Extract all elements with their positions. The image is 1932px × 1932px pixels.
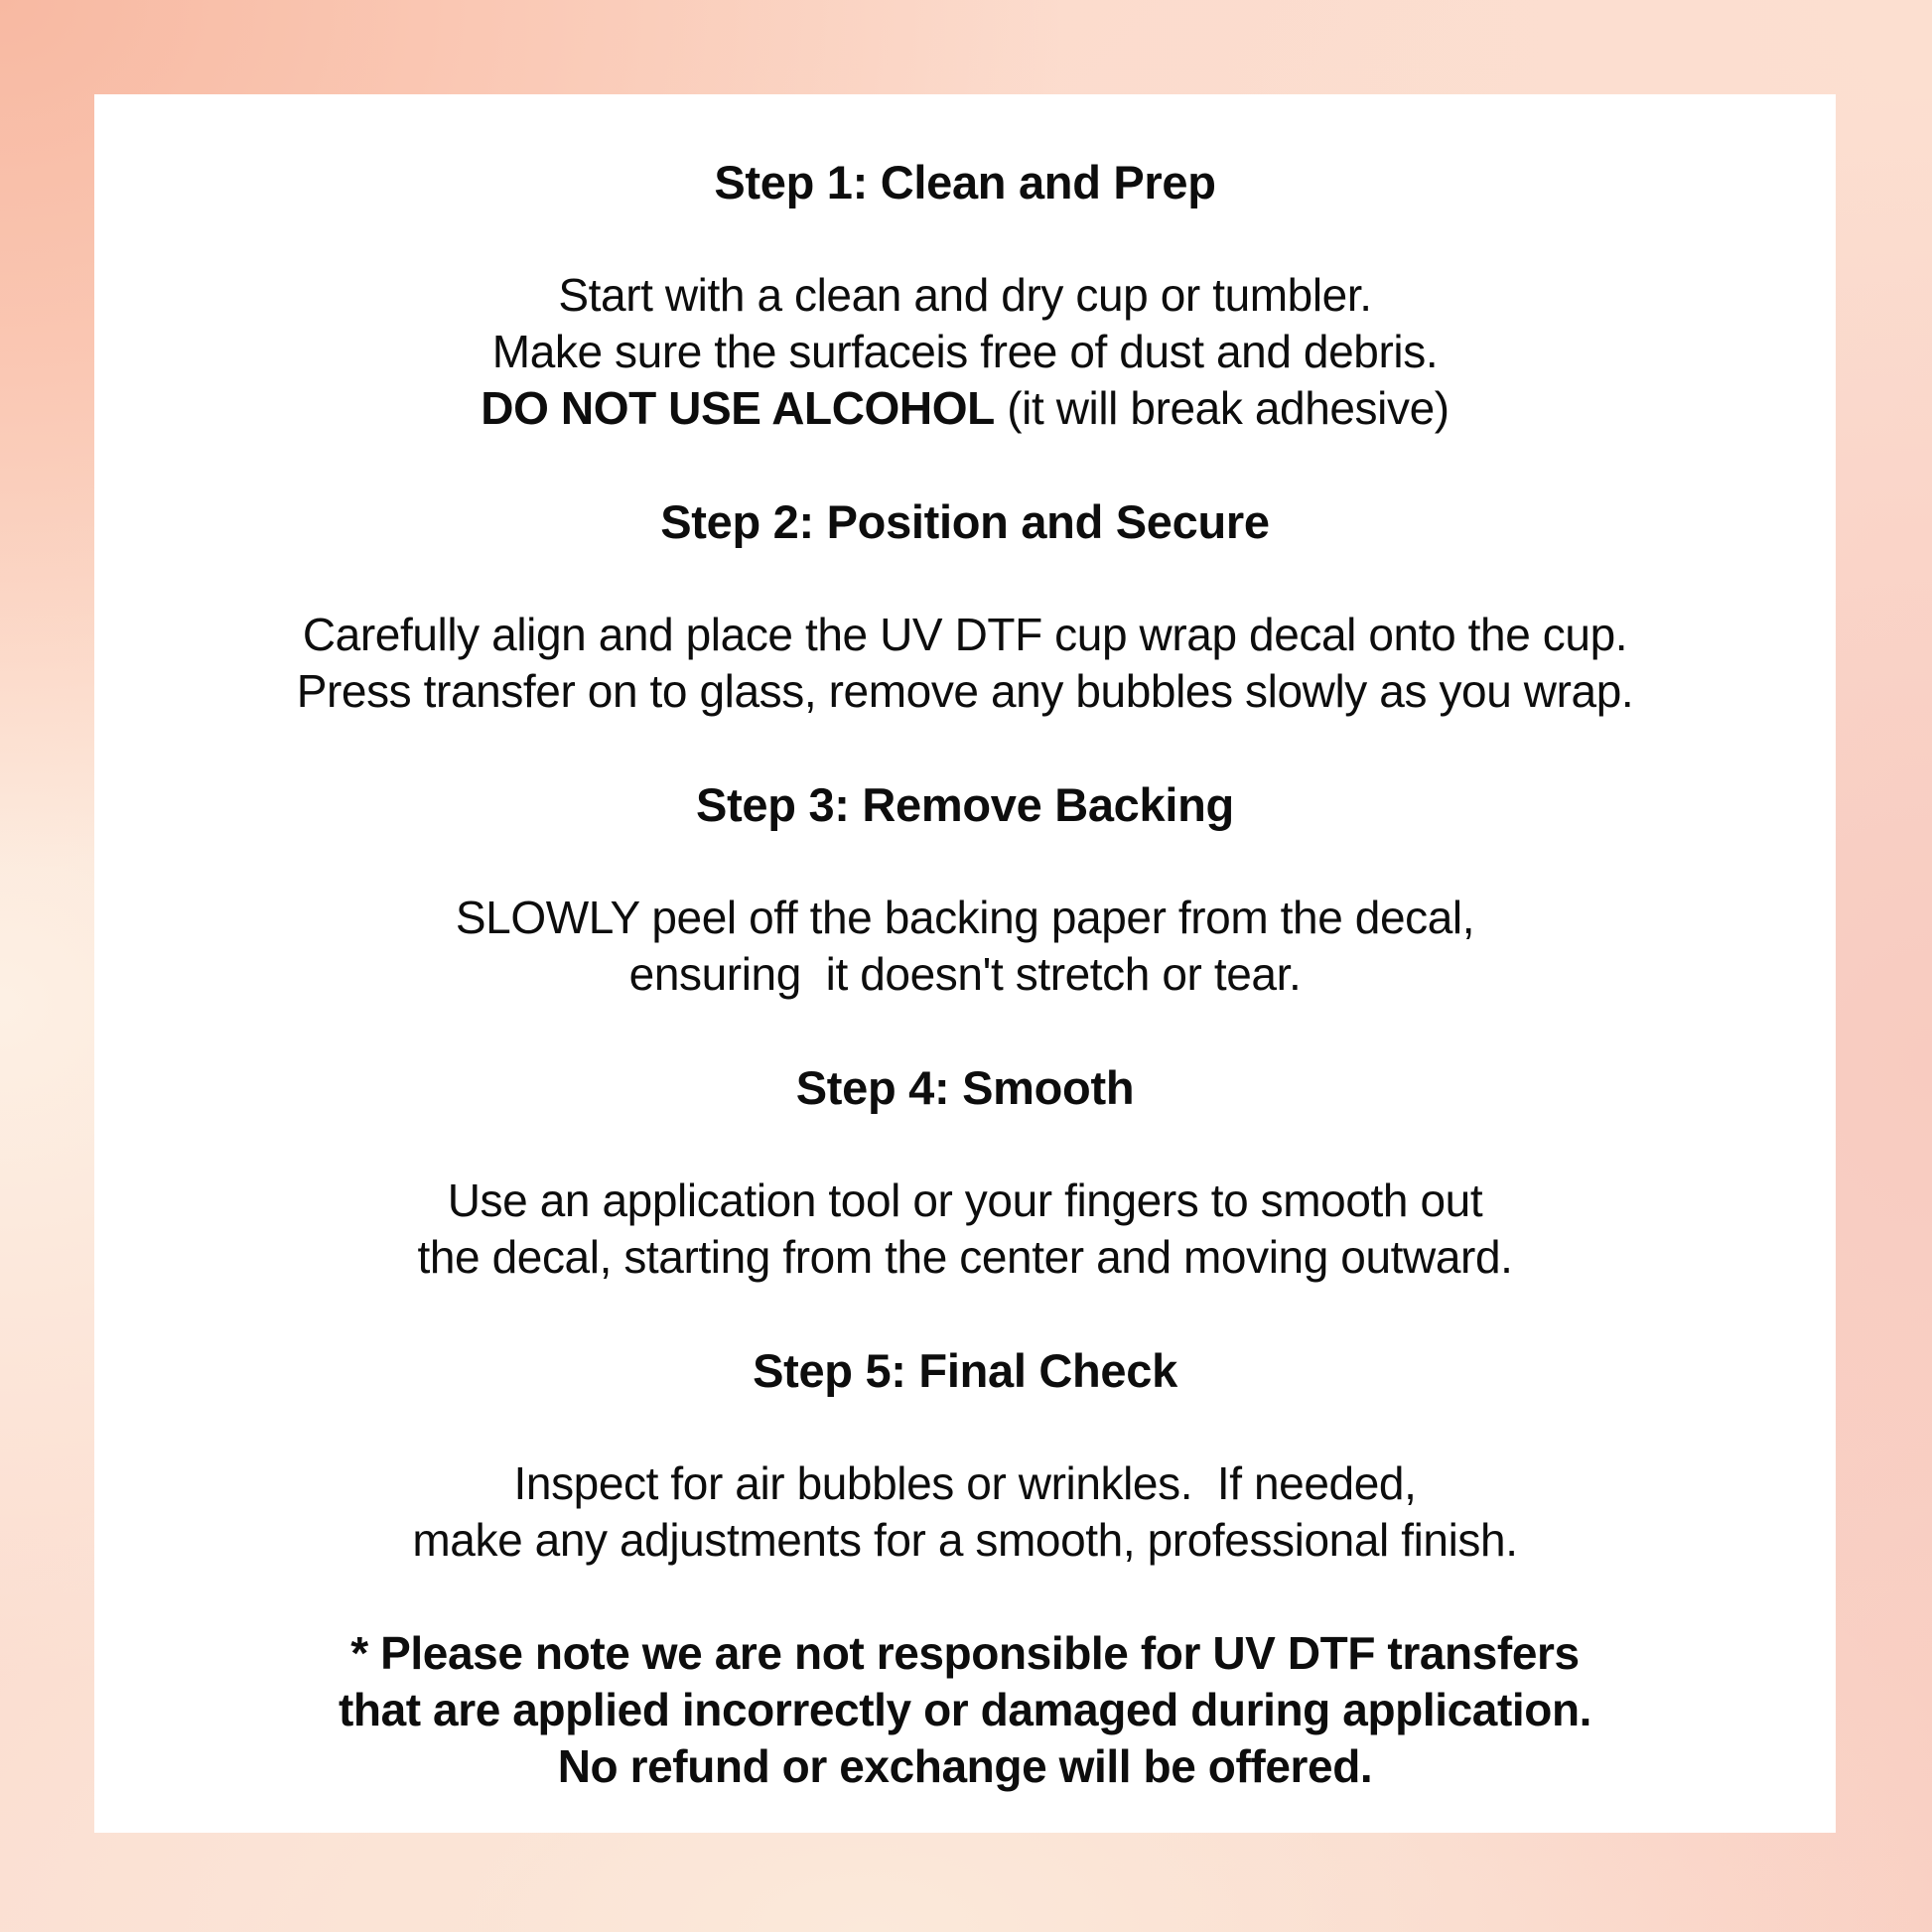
step-section (94, 154, 1836, 437)
text-segment: Press transfer on to glass, remove any bubbles slowly as you wrap. (296, 665, 1634, 717)
step-body (94, 1455, 1836, 1569)
step-body-line (94, 1512, 1836, 1569)
bold-text-segment: * Please note we are not responsible for UV DTF transfers (350, 1627, 1580, 1679)
text-segment: (it will break adhesive) (994, 382, 1449, 434)
bold-text-segment: No refund or exchange will be offered. (557, 1740, 1373, 1792)
step-body (94, 607, 1836, 720)
step-body-line (94, 324, 1836, 380)
step-body-line (94, 946, 1836, 1003)
step-section (94, 493, 1836, 720)
step-body-line (94, 1173, 1836, 1229)
disclaimer-line (94, 1625, 1836, 1682)
text-segment: SLOWLY peel off the backing paper from the decal, (455, 892, 1475, 943)
bold-text-segment: that are applied incorrectly or damaged during application. (338, 1684, 1592, 1735)
step-heading: Step 5: Final Check (753, 1344, 1177, 1397)
step-heading: Step 4: Smooth (795, 1061, 1135, 1114)
text-segment: the decal, starting from the center and moving outward. (417, 1231, 1513, 1283)
step-heading: Step 2: Position and Secure (660, 495, 1270, 548)
step-heading: Step 1: Clean and Prep (714, 156, 1216, 208)
text-segment: Use an application tool or your fingers to smooth out (447, 1174, 1483, 1226)
step-body-line (94, 1229, 1836, 1286)
text-segment: ensuring it doesn't stretch or tear. (628, 948, 1302, 1000)
text-segment: make any adjustments for a smooth, professional finish. (412, 1514, 1518, 1566)
step-section (94, 1342, 1836, 1569)
disclaimer-line (94, 1682, 1836, 1738)
step-body (94, 890, 1836, 1003)
step-body-line (94, 607, 1836, 663)
disclaimer-line (94, 1738, 1836, 1795)
text-segment: Start with a clean and dry cup or tumbler. (558, 269, 1372, 321)
step-heading: Step 3: Remove Backing (696, 778, 1234, 831)
step-body (94, 267, 1836, 437)
step-body-line (94, 1455, 1836, 1512)
text-segment: Inspect for air bubbles or wrinkles. If needed, (513, 1457, 1417, 1509)
step-section (94, 1059, 1836, 1286)
step-body (94, 1173, 1836, 1286)
instruction-card (94, 94, 1836, 1833)
step-body-line (94, 380, 1836, 437)
step-body-line (94, 267, 1836, 324)
step-section (94, 776, 1836, 1003)
text-segment: Carefully align and place the UV DTF cup wrap decal onto the cup. (302, 609, 1628, 660)
disclaimer (94, 1625, 1836, 1795)
instructions-list (94, 154, 1836, 1795)
text-segment: Make sure the surfaceis free of dust and debris. (491, 326, 1439, 377)
step-body-line (94, 890, 1836, 946)
step-body-line (94, 663, 1836, 720)
bold-text-segment: DO NOT USE ALCOHOL (481, 382, 995, 434)
